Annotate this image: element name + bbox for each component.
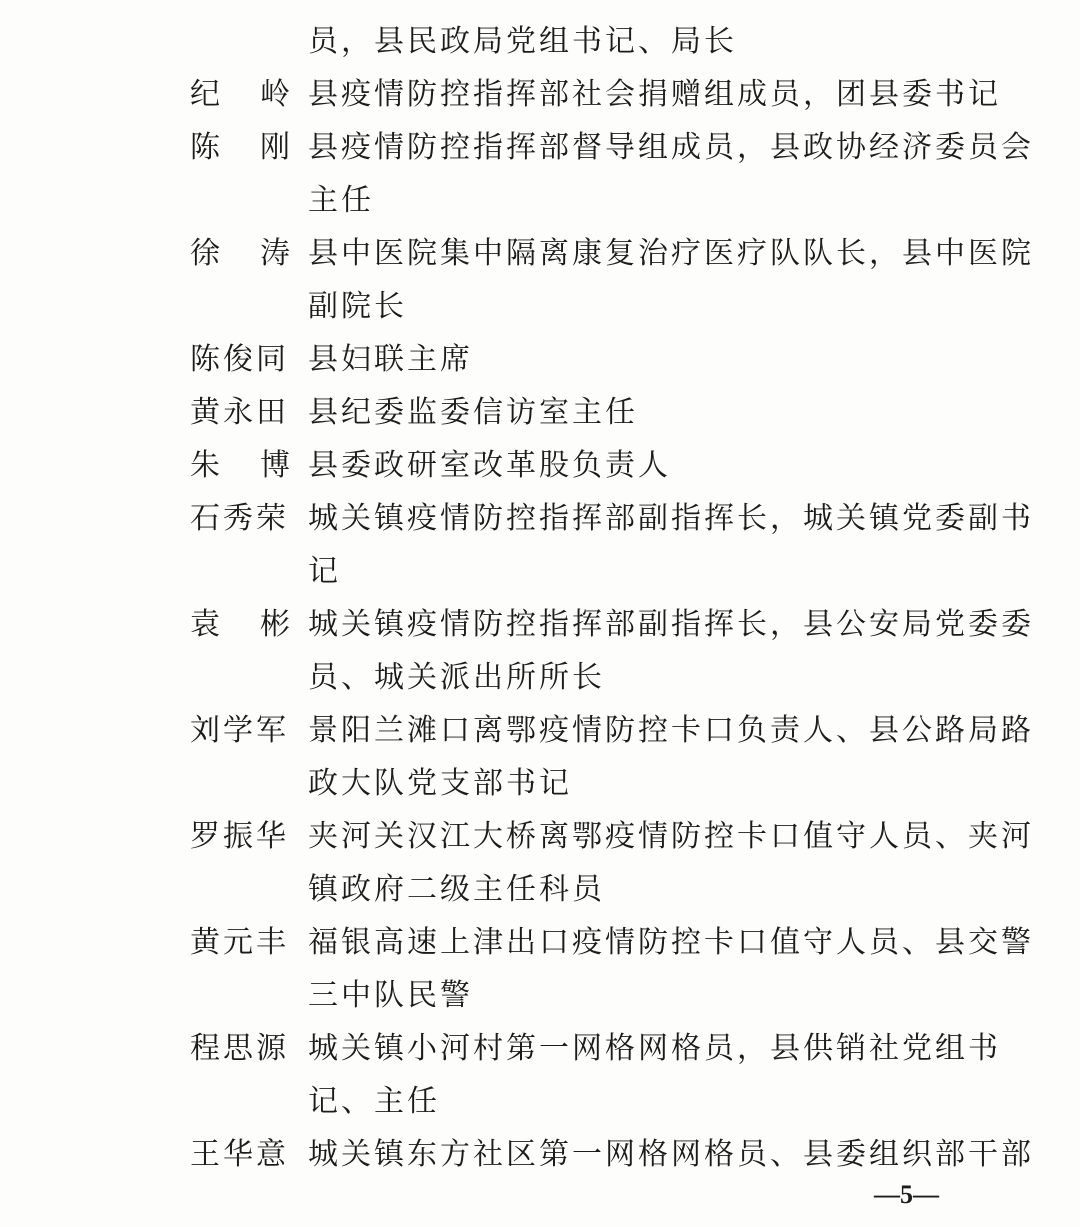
entry-description: 夹河关汉江大桥离鄂疫情防控卡口值守人员、夹河 bbox=[308, 819, 1034, 854]
entry-description: 县纪委监委信访室主任 bbox=[308, 395, 638, 430]
entry-name: 黄永田 bbox=[190, 395, 289, 430]
entry-description-continued: 记 bbox=[308, 554, 341, 589]
entry-description-continued: 记、主任 bbox=[308, 1084, 440, 1119]
entry-description-continued: 副院长 bbox=[308, 289, 407, 324]
continuation-line: 员，县民政局党组书记、局长 bbox=[308, 24, 737, 59]
entry-description: 县委政研室改革股负责人 bbox=[308, 448, 671, 483]
entry-description: 县中医院集中隔离康复治疗医疗队队长，县中医院 bbox=[308, 236, 1034, 271]
entry-description-continued: 主任 bbox=[308, 183, 374, 218]
entry-description-continued: 政大队党支部书记 bbox=[308, 766, 572, 801]
entry-description: 县妇联主席 bbox=[308, 342, 473, 377]
entry-name: 朱 博 bbox=[190, 448, 290, 483]
entry-description: 城关镇东方社区第一网格网格员、县委组织部干部 bbox=[308, 1137, 1034, 1172]
entry-description-continued: 员、城关派出所所长 bbox=[308, 660, 605, 695]
entry-name: 纪 岭 bbox=[190, 77, 290, 112]
entry-description-continued: 镇政府二级主任科员 bbox=[308, 872, 605, 907]
entry-description: 城关镇小河村第一网格网格员，县供销社党组书 bbox=[308, 1031, 1001, 1066]
entry-description-continued: 三中队民警 bbox=[308, 978, 473, 1013]
entry-name: 黄元丰 bbox=[190, 925, 289, 960]
entry-name: 石秀荣 bbox=[190, 501, 289, 536]
entry-name: 袁 彬 bbox=[190, 607, 290, 642]
entry-name: 刘学军 bbox=[190, 713, 289, 748]
page-number: —5— bbox=[874, 1180, 939, 1209]
entry-name: 王华意 bbox=[190, 1137, 289, 1172]
entry-description: 城关镇疫情防控指挥部副指挥长，县公安局党委委 bbox=[308, 607, 1034, 642]
entry-description: 县疫情防控指挥部督导组成员，县政协经济委员会 bbox=[308, 130, 1034, 165]
entry-description: 景阳兰滩口离鄂疫情防控卡口负责人、县公路局路 bbox=[308, 713, 1034, 748]
entry-description: 县疫情防控指挥部社会捐赠组成员，团县委书记 bbox=[308, 77, 1001, 112]
entry-description: 福银高速上津出口疫情防控卡口值守人员、县交警 bbox=[308, 925, 1034, 960]
entry-name: 罗振华 bbox=[190, 819, 289, 854]
entry-name: 陈俊同 bbox=[190, 342, 289, 377]
entry-name: 陈 刚 bbox=[190, 130, 290, 165]
entry-name: 徐 涛 bbox=[190, 236, 290, 271]
entry-description: 城关镇疫情防控指挥部副指挥长，城关镇党委副书 bbox=[308, 501, 1034, 536]
entry-name: 程思源 bbox=[190, 1031, 289, 1066]
